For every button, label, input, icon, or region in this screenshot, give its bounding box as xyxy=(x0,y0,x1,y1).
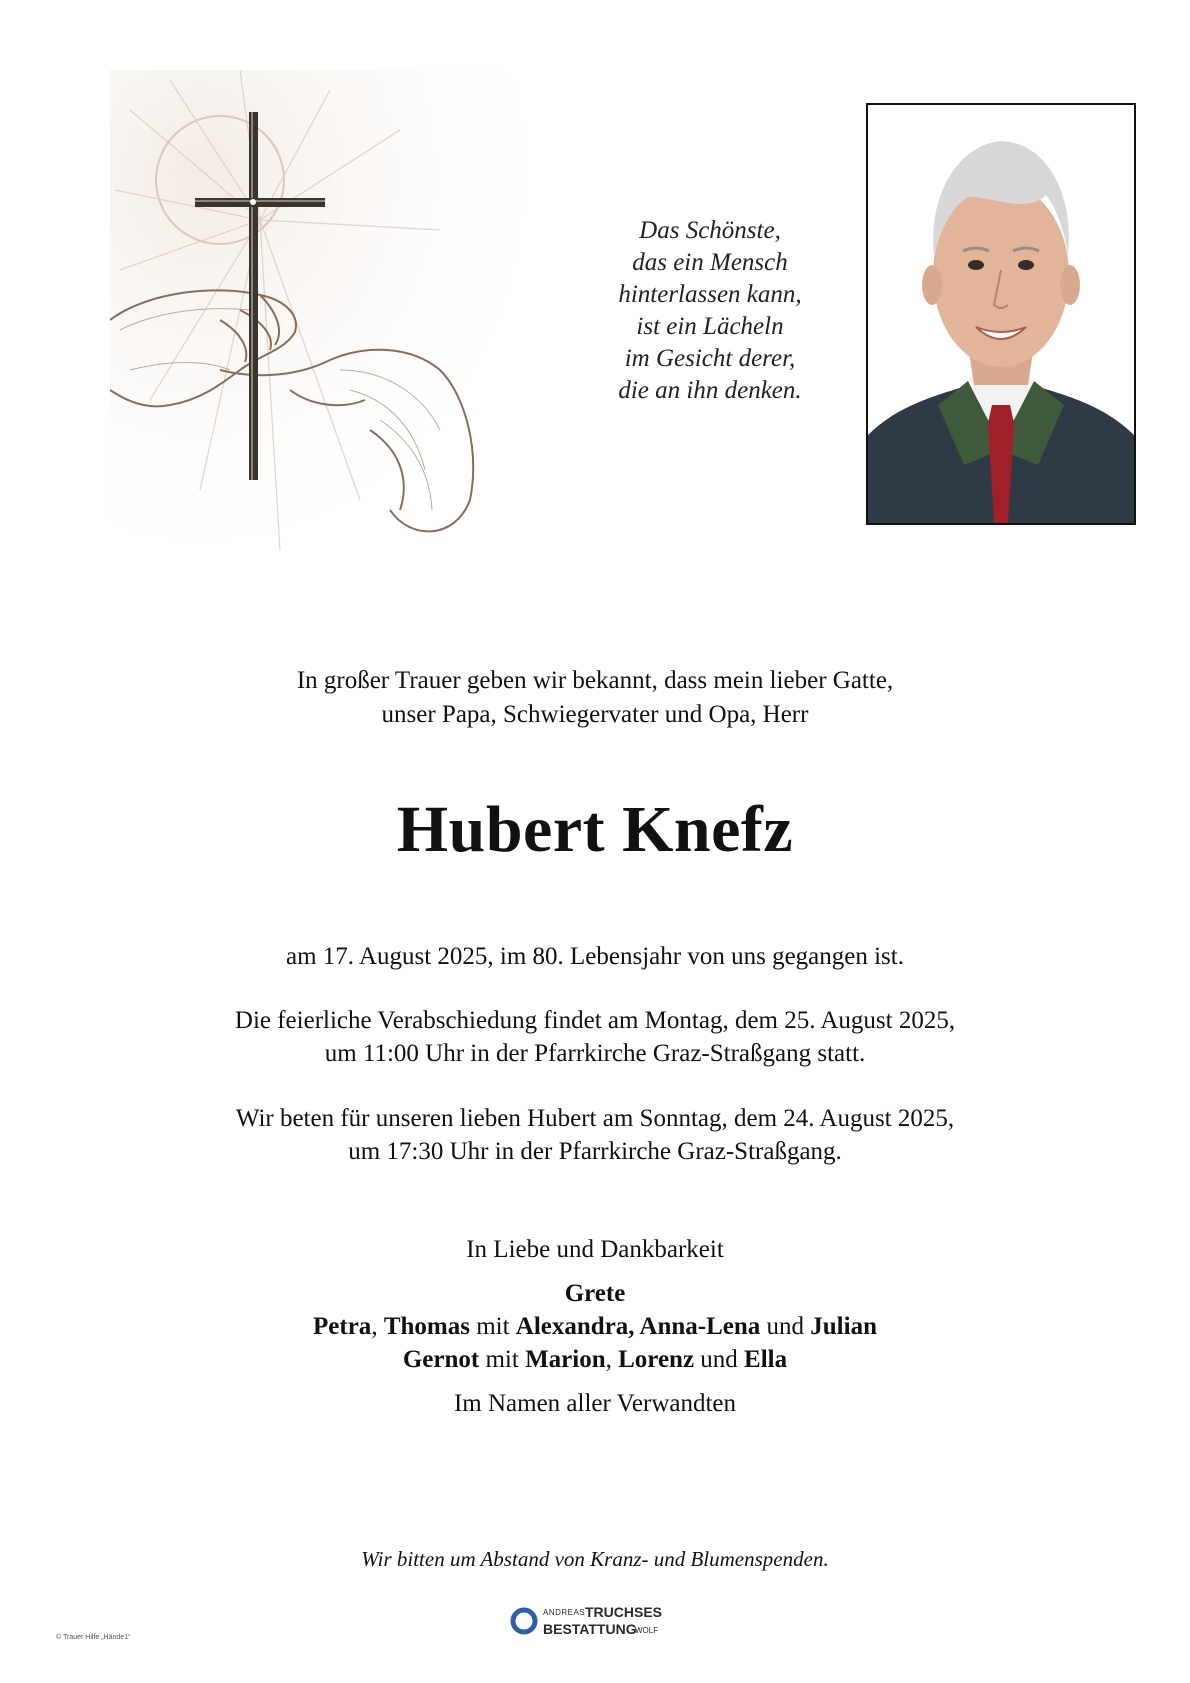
logo-small-text: ANDREAS xyxy=(543,1608,586,1617)
mourner-name: Gernot xyxy=(402,1346,480,1373)
mourner-name: Ella xyxy=(744,1346,788,1373)
prayer-info xyxy=(0,1102,1190,1168)
logo-brand-text: BESTATTUNG xyxy=(543,1621,637,1637)
quote-line: ist ein Lächeln xyxy=(636,313,784,340)
quote-line: Das Schönste, xyxy=(639,217,781,244)
portrait-icon xyxy=(868,105,1134,523)
logo-ring-icon xyxy=(510,1607,538,1635)
memorial-quote xyxy=(590,215,830,407)
prayer-line: Wir beten für unseren lieben Hubert am Sonntag, dem 24. August 2025, xyxy=(235,1105,955,1132)
farewell-line: Die feierliche Verabschiedung findet am Montag, dem 25. August 2025, xyxy=(234,1007,956,1034)
deceased-name: Hubert Knefz xyxy=(396,793,794,866)
mourners-row-children xyxy=(0,1310,1190,1343)
funeral-home-logo xyxy=(510,1603,690,1639)
cross-hands-artwork xyxy=(110,70,570,590)
flower-request: Wir bitten um Abstand von Kranz- und Blumenspenden. xyxy=(361,1547,829,1571)
separator: , xyxy=(371,1313,384,1340)
quote-line: hinterlassen kann, xyxy=(618,281,802,308)
mourner-name: Alexandra, Anna-Lena xyxy=(515,1313,761,1340)
mourner-name: Julian xyxy=(810,1313,877,1340)
connector: und xyxy=(760,1313,811,1340)
farewell-line: um 11:00 Uhr in der Pfarrkirche Graz-Straßgang statt. xyxy=(324,1040,866,1067)
quote-line: die an ihn denken. xyxy=(618,377,802,404)
mourner-name: Petra xyxy=(313,1313,372,1340)
closing-phrase: In Liebe und Dankbarkeit xyxy=(466,1236,724,1263)
logo-brand-text: TRUCHSES xyxy=(585,1604,663,1620)
cross-icon xyxy=(110,70,570,590)
artwork-copyright: © Trauer Hilfe „Hände1“ xyxy=(56,1634,131,1641)
prayer-line: um 17:30 Uhr in der Pfarrkirche Graz-Straßgang. xyxy=(348,1138,842,1165)
connector: und xyxy=(694,1346,745,1373)
intro-line: In großer Trauer geben wir bekannt, dass mein lieber Gatte, xyxy=(296,667,894,694)
separator: , xyxy=(605,1346,619,1373)
farewell-info xyxy=(0,1004,1190,1070)
intro-line: unser Papa, Schwiegervater und Opa, Herr xyxy=(381,701,809,728)
mourners-row-family xyxy=(0,1343,1190,1376)
spouse-name: Grete xyxy=(564,1280,626,1307)
connector: mit xyxy=(479,1346,526,1373)
mourner-name: Marion xyxy=(525,1346,606,1373)
quote-line: das ein Mensch xyxy=(632,249,788,276)
quote-line: im Gesicht derer, xyxy=(624,345,796,372)
relatives-line: Im Namen aller Verwandten xyxy=(453,1390,737,1417)
connector: mit xyxy=(469,1313,516,1340)
logo-small-text: WOLF xyxy=(635,1626,659,1635)
announcement-intro xyxy=(0,664,1190,732)
mourner-name: Lorenz xyxy=(618,1346,695,1373)
death-date-line: am 17. August 2025, im 80. Lebensjahr von uns gegangen ist. xyxy=(286,943,904,970)
mourner-name: Thomas xyxy=(383,1313,470,1340)
portrait-photo xyxy=(866,103,1136,525)
